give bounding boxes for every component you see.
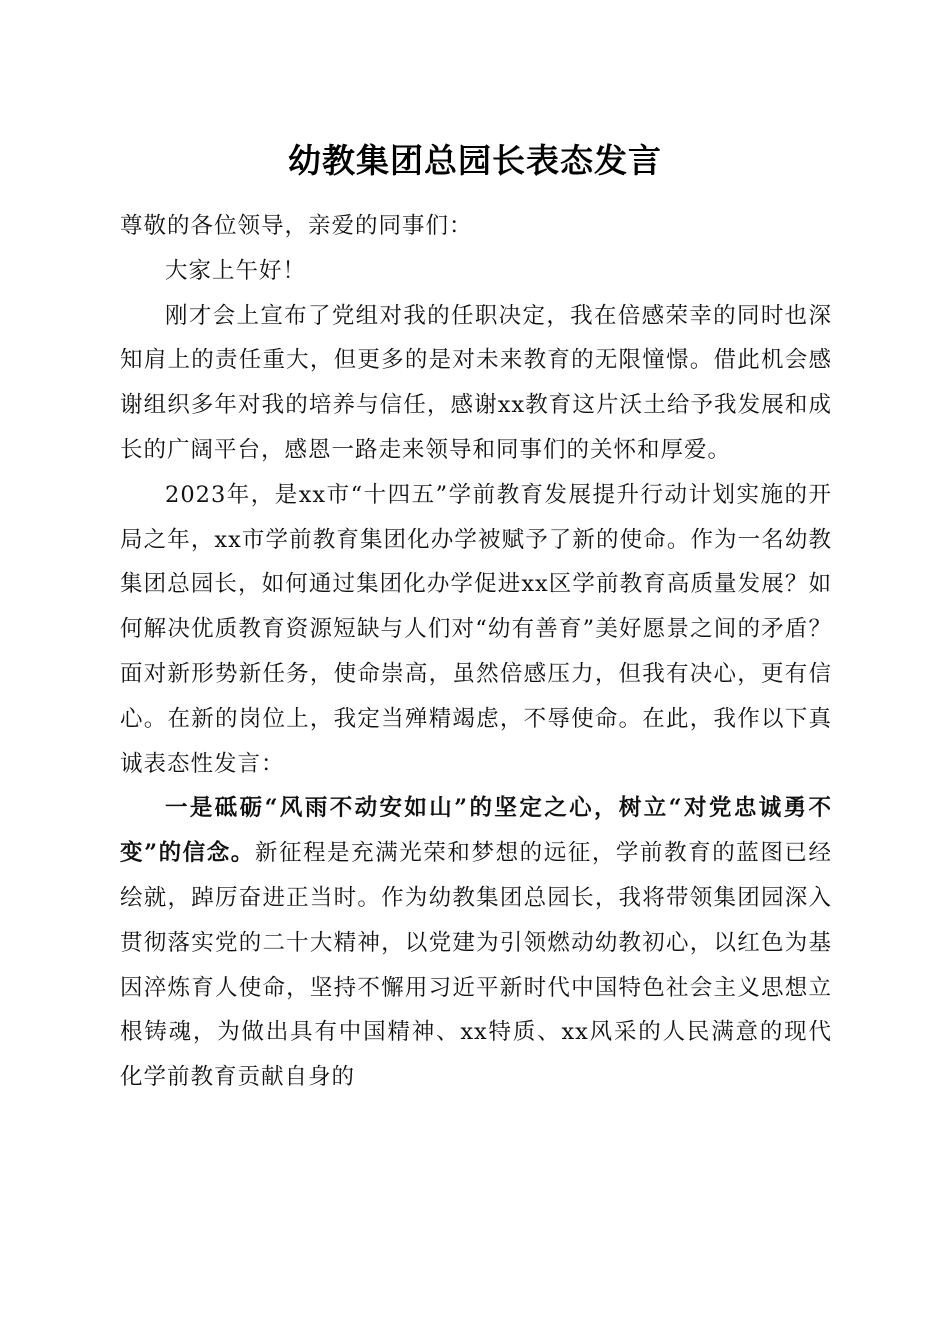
- document-title: 幼教集团总园长表态发言: [288, 141, 662, 180]
- paragraph-2: 2023年，是xx市“十四五”学前教育发展提升行动计划实施的开局之年，xx市学前教育集团化办学被赋予了新的使命。作为一名幼教集团总园长，如何通过集团化办学促进xx区学前教育高质量发展？如何解决优质教育资源短缺与人们对“幼有善育”美好愿景之间的矛盾？面对新形势新任务，使命崇高，虽然倍感压力，但我有决心，更有信心。在新的岗位上，我定当殚精竭虑，不辱使命。在此，我作以下真诚表态性发言：: [120, 481, 832, 777]
- paragraph-3-body: 新征程是充满光荣和梦想的远征，学前教育的蓝图已经绘就，踔厉奋进正当时。作为幼教集团总园长，我将带领集团园深入贯彻落实党的二十大精神，以党建为引领燃动幼教初心，以红色为基因淬炼育人使命，坚持不懈用习近平新时代中国特色社会主义思想立根铸魂，为做出具有中国精神、xx特质、xx风采的人民满意的现代化学前教育贡献自身的: [120, 840, 832, 1091]
- paragraph-3: [120, 786, 832, 1100]
- paragraph-1: 刚才会上宣布了党组对我的任职决定，我在倍感荣幸的同时也深知肩上的责任重大，但更多的是对未来教育的无限憧憬。借此机会感谢组织多年对我的培养与信任，感谢xx教育这片沃土给予我发展和成长的广阔平台，感恩一路走来领导和同事们的关怀和厚爱。: [120, 302, 832, 463]
- document-body: [120, 204, 832, 1100]
- paragraph-3-lead: 一是砥砺“风雨不动安如山”的坚定之心，树立“对党忠诚勇不变”的信念。: [120, 795, 832, 867]
- greeting: 大家上午好！: [165, 257, 307, 284]
- salutation: 尊敬的各位领导，亲爱的同事们：: [120, 213, 473, 239]
